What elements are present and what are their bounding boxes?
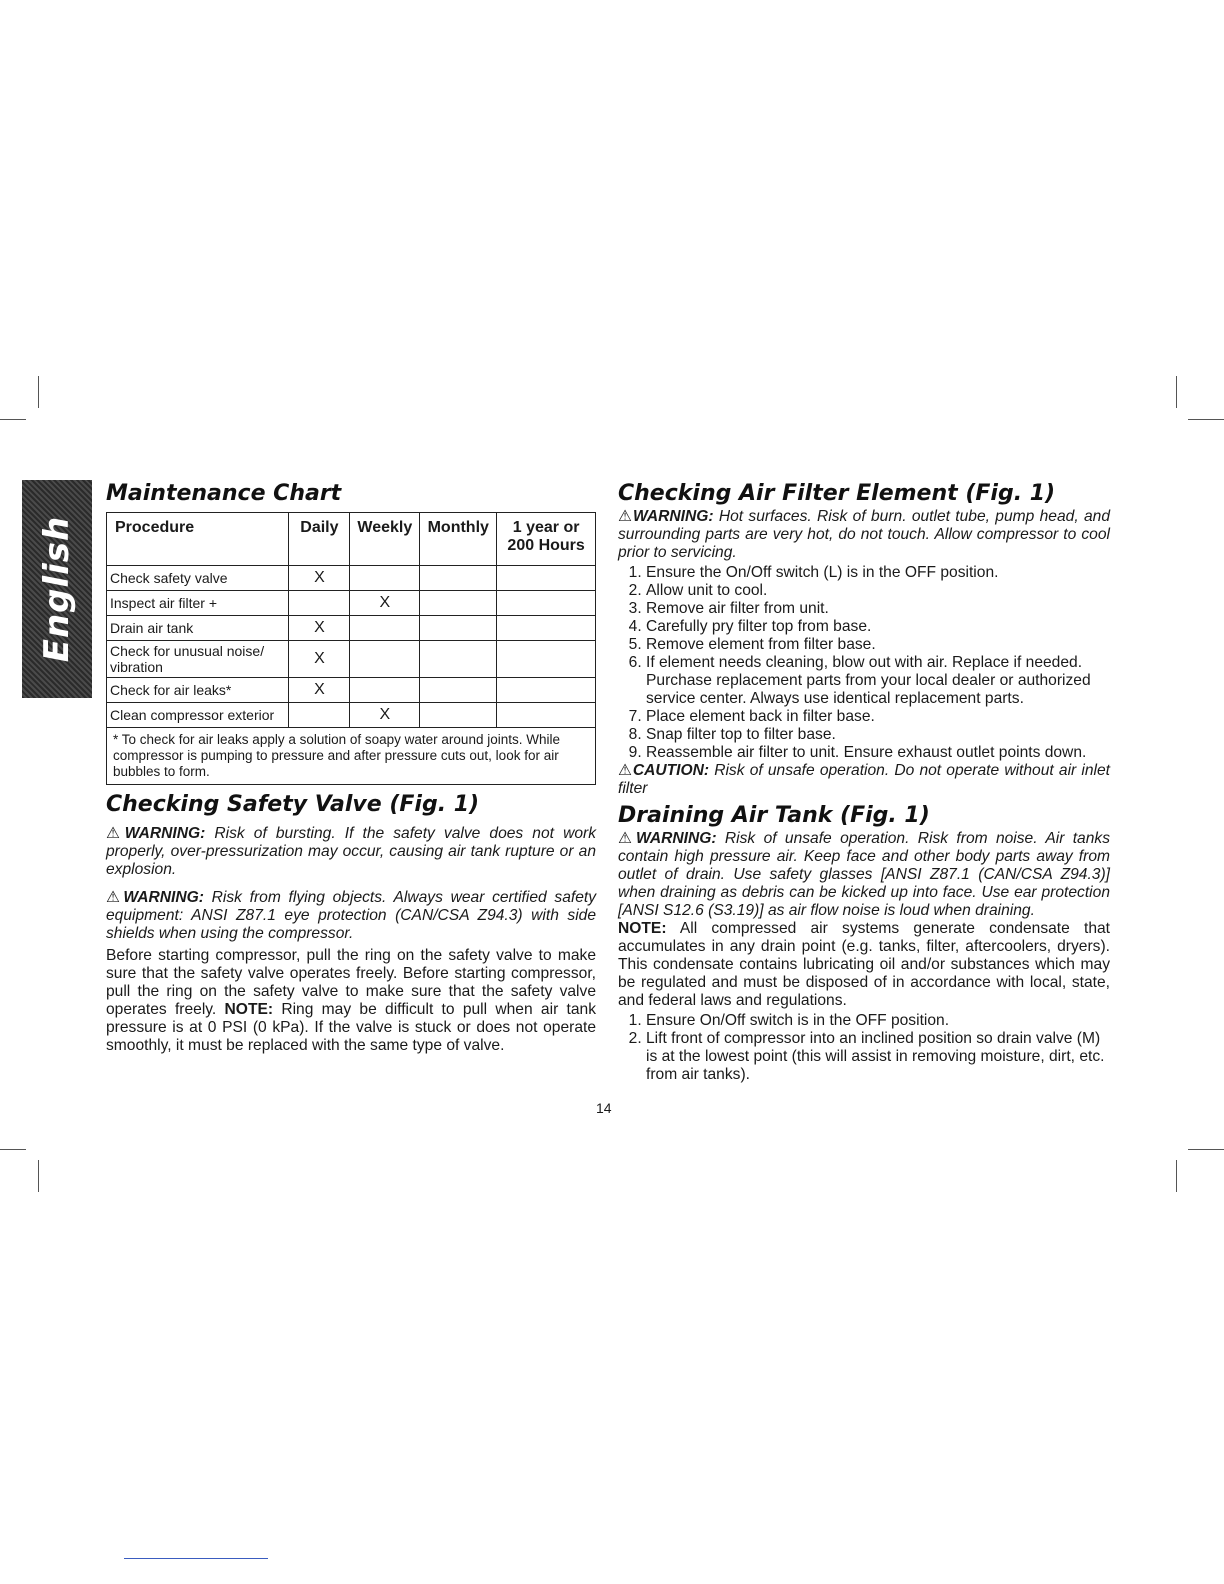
warning-label: WARNING:: [124, 825, 206, 842]
interval-cell: X: [289, 616, 350, 641]
procedure-cell: Check safety valve: [107, 566, 289, 591]
list-item: 3. Remove air filter from unit.: [646, 600, 1110, 618]
warning-text: Risk from flying objects. Always wear certified safety equipment: ANSI Z87.1 eye protection (CAN/CSA Z94.3) with side shields when using the compressor.: [106, 889, 596, 942]
interval-cell: [420, 641, 497, 678]
column-header: Procedure: [107, 513, 289, 566]
table-row: [107, 703, 596, 728]
crop-mark: [38, 376, 39, 408]
procedure-cell: Drain air tank: [107, 616, 289, 641]
crop-mark: [1176, 1160, 1177, 1192]
interval-cell: [350, 616, 420, 641]
drain-tank-steps: [618, 1012, 1110, 1084]
list-item: 1. Ensure the On/Off switch (L) is in the OFF position.: [646, 564, 1110, 582]
safety-valve-warning-2: [106, 889, 596, 943]
table-row: [107, 566, 596, 591]
interval-cell: [420, 678, 497, 703]
column-header: Daily: [289, 513, 350, 566]
note-label: NOTE:: [618, 920, 667, 937]
caution-text: Risk of unsafe operation. Do not operate without air inlet filter: [618, 762, 1110, 797]
crop-mark: [1176, 376, 1177, 408]
drain-tank-warning: [618, 830, 1110, 920]
crop-mark: [1188, 1149, 1224, 1150]
interval-cell: [420, 566, 497, 591]
interval-cell: X: [350, 703, 420, 728]
interval-cell: X: [289, 641, 350, 678]
bottom-rule: [124, 1558, 268, 1559]
caution-label: CAUTION:: [632, 762, 710, 779]
warning-text: Hot surfaces. Risk of burn. outlet tube, pump head, and surrounding parts are very hot, do not touch. Allow compressor to cool prior to servicing.: [618, 508, 1110, 561]
left-column: [106, 480, 596, 1055]
language-label: English: [37, 515, 77, 663]
safety-valve-warning-1: [106, 825, 596, 879]
note-text: All compressed air systems generate condensate that accumulates in any drain point (e.g. tanks, filter, aftercoolers, dryers). This condensate contains lubricating oil and/or substances which may be regulated and must be disposed of in accordance with local, state, and federal laws and regulations.: [618, 920, 1110, 1009]
crop-mark: [0, 419, 26, 420]
warning-label: WARNING:: [632, 508, 714, 525]
maintenance-chart-title: Maintenance Chart: [106, 481, 342, 506]
column-header: Weekly: [350, 513, 420, 566]
warning-triangle-icon: ⚠: [106, 825, 125, 842]
air-filter-warning: [618, 508, 1110, 562]
interval-cell: [420, 703, 497, 728]
interval-cell: X: [350, 591, 420, 616]
table-footnote-row: [107, 728, 596, 785]
list-item: 2. Allow unit to cool.: [646, 582, 1110, 600]
procedure-cell: Inspect air filter +: [107, 591, 289, 616]
crop-mark: [1188, 419, 1224, 420]
list-item: 6. If element needs cleaning, blow out with air. Replace if needed. Purchase replacement parts from your local dealer or authorized service center. Always use identical replacement parts.: [646, 654, 1110, 708]
list-item: 8. Snap filter top to filter base.: [646, 726, 1110, 744]
warning-text: Risk of bursting. If the safety valve does not work properly, over-pressurization may occur, causing air tank rupture or an explosion.: [106, 825, 596, 878]
air-filter-title: Checking Air Filter Element (Fig. 1): [618, 481, 1056, 506]
interval-cell: X: [289, 678, 350, 703]
procedure-cell: Check for unusual noise/ vibration: [107, 641, 289, 678]
warning-triangle-icon: ⚠: [618, 830, 636, 847]
table-row: [107, 641, 596, 678]
list-item: 2. Lift front of compressor into an inclined position so drain valve (M) is at the lowest point (this will assist in removing moisture, dirt, etc. from air tanks).: [646, 1030, 1110, 1084]
list-item: 9. Reassemble air filter to unit. Ensure exhaust outlet points down.: [646, 744, 1110, 762]
drain-tank-note: [618, 920, 1110, 1010]
interval-cell: [289, 591, 350, 616]
table-footnote: * To check for air leaks apply a solution of soapy water around joints. While compressor is pumping to pressure and after pressure cuts out, look for air bubbles to form.: [107, 728, 596, 785]
interval-cell: [350, 566, 420, 591]
interval-cell: [497, 641, 596, 678]
interval-cell: [497, 591, 596, 616]
drain-tank-title: Draining Air Tank (Fig. 1): [618, 803, 930, 828]
list-item: 1. Ensure On/Off switch is in the OFF position.: [646, 1012, 1110, 1030]
air-filter-steps: [618, 564, 1110, 762]
interval-cell: [497, 566, 596, 591]
interval-cell: [350, 678, 420, 703]
body-text: Before starting compressor, pull the ring on the safety valve to make sure that the safety valve operates freely. Before starting compressor, pull the ring on the safety valve to make sure that the safety valve operates freely.: [106, 947, 596, 1018]
interval-cell: [497, 703, 596, 728]
crop-mark: [0, 1149, 26, 1150]
warning-triangle-icon: ⚠: [618, 762, 633, 779]
interval-cell: [497, 678, 596, 703]
column-header: 1 year or 200 Hours: [497, 513, 596, 566]
table-row: [107, 616, 596, 641]
warning-label: WARNING:: [123, 889, 204, 906]
body-text: Ring may be difficult to pull when air tank pressure is at 0 PSI (0 kPa). If the valve is stuck or does not operate smoothly, it must be replaced with the same type of valve.: [106, 1001, 597, 1054]
interval-cell: [497, 616, 596, 641]
interval-cell: [350, 641, 420, 678]
column-header: Monthly: [420, 513, 497, 566]
warning-triangle-icon: ⚠: [618, 508, 633, 525]
list-item: 5. Remove element from filter base.: [646, 636, 1110, 654]
interval-cell: X: [289, 566, 350, 591]
warning-text: Risk of unsafe operation. Risk from noise. Air tanks contain high pressure air. Keep face and other body parts away from outlet of drain. Use safety glasses [ANSI Z87.1 (CAN/CSA Z94.3)] when draining as debris can be kicked up into face. Use ear protection [ANSI S12.6 (S3.19)] as air flow noise is loud when draining.: [618, 830, 1110, 919]
list-item: 4. Carefully pry filter top from base.: [646, 618, 1110, 636]
interval-cell: [289, 703, 350, 728]
right-column: [618, 480, 1110, 1084]
table-row: [107, 678, 596, 703]
list-item: 7. Place element back in filter base.: [646, 708, 1110, 726]
maintenance-chart-table: [106, 512, 596, 785]
warning-label: WARNING:: [636, 830, 717, 847]
air-filter-caution: [618, 762, 1110, 798]
procedure-cell: Check for air leaks*: [107, 678, 289, 703]
table-header-row: [107, 513, 596, 566]
interval-cell: [420, 616, 497, 641]
crop-mark: [38, 1160, 39, 1192]
page-number: 14: [596, 1100, 612, 1116]
table-row: [107, 591, 596, 616]
language-side-tab: [22, 480, 92, 698]
procedure-cell: Clean compressor exterior: [107, 703, 289, 728]
safety-valve-title: Checking Safety Valve (Fig. 1): [106, 792, 480, 817]
safety-valve-body: [106, 947, 596, 1055]
interval-cell: [420, 591, 497, 616]
note-label: NOTE:: [224, 1001, 274, 1018]
warning-triangle-icon: ⚠: [106, 889, 124, 906]
